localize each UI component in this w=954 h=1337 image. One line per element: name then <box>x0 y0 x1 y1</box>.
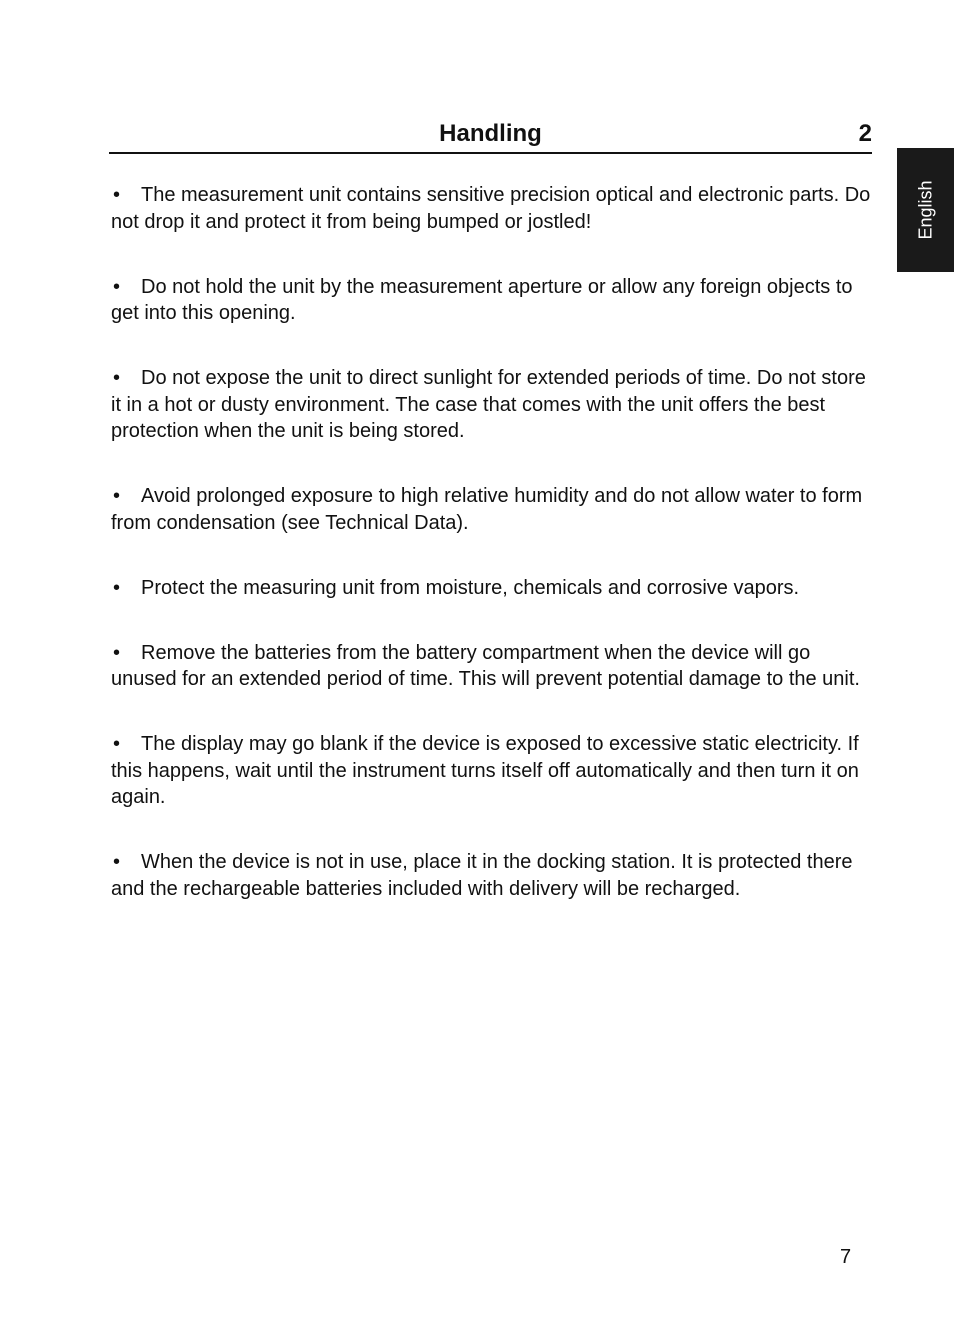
bullet-marker: • <box>113 641 121 664</box>
bullet-marker: • <box>113 851 121 873</box>
bullet-marker: • <box>113 485 121 507</box>
list-item-text: Do not hold the unit by the measurement aperture or allow any foreign objects to get into this opening. <box>111 275 853 324</box>
language-tab <box>897 148 954 272</box>
list-item-text: The measurement unit contains sensitive precision optical and electronic parts. Do not drop it and protect it from being bumped or jostled! <box>111 184 871 233</box>
list-item <box>111 575 871 602</box>
list-item <box>111 483 871 536</box>
list-item-text: Do not expose the unit to direct sunlight for extended periods of time. Do not store it in a hot or dusty environment. The case that comes with the unit offers the best protection when the unit is being stored. <box>111 367 866 442</box>
bullet-marker: • <box>113 367 121 389</box>
list-item-text: Avoid prolonged exposure to high relative humidity and do not allow water to form from condensation (see Technical Data). <box>111 485 863 534</box>
bullet-marker: • <box>113 733 121 755</box>
list-item-text: When the device is not in use, place it in the docking station. It is protected there and the rechargeable batteries included with delivery will be recharged. <box>111 851 853 900</box>
list-item-text: The display may go blank if the device is exposed to excessive static electricity. If this happens, wait until the instrument turns itself off automatically and then turn it on again. <box>111 733 859 808</box>
list-item-text: Remove the batteries from the battery compartment when the device will go unused for an extended period of time. This will prevent potential damage to the unit. <box>111 641 860 690</box>
list-item <box>111 849 871 902</box>
bullet-marker: • <box>113 184 121 206</box>
section-title: Handling <box>439 120 542 147</box>
list-item <box>111 274 871 327</box>
list-item <box>111 731 871 811</box>
list-item <box>111 640 871 693</box>
chapter-number: 2 <box>858 120 872 147</box>
handling-instructions-list <box>111 182 871 941</box>
language-tab-label: English <box>915 180 935 240</box>
page-number: 7 <box>840 1246 852 1268</box>
bullet-marker: • <box>113 275 121 298</box>
list-item <box>111 182 871 235</box>
bullet-marker: • <box>113 576 121 599</box>
section-header <box>109 116 872 154</box>
list-item <box>111 365 871 445</box>
list-item-text: Protect the measuring unit from moisture, chemicals and corrosive vapors. <box>141 576 800 599</box>
